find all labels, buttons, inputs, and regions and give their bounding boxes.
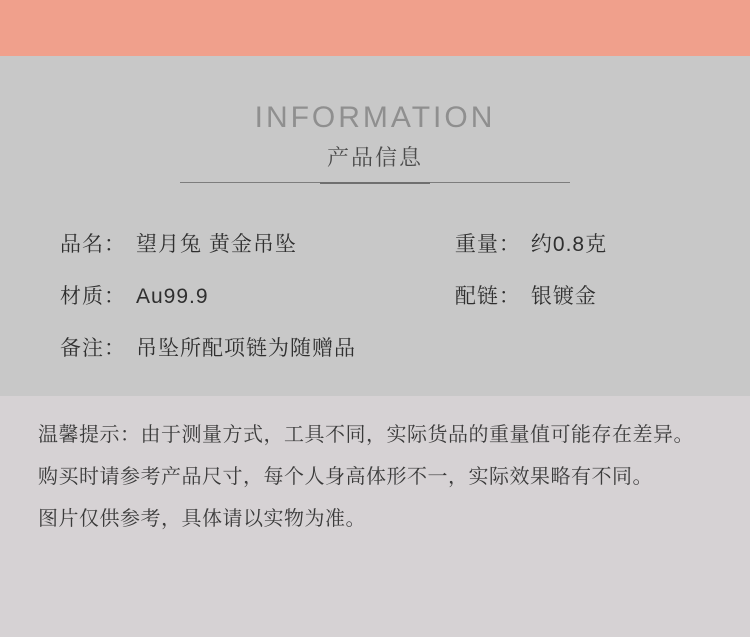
info-value: 银镀金 [530,285,597,308]
info-label: 材质： [60,285,126,308]
product-info-table [0,228,750,384]
top-color-band [0,0,750,56]
info-label: 品名： [60,233,126,256]
table-row [60,280,690,310]
info-value: Au99.9 [136,285,209,308]
info-label: 备注： [60,337,126,360]
heading-divider [0,182,750,183]
divider-accent [320,182,430,184]
notice-line: 温馨提示：由于测量方式，工具不同，实际货品的重量值可能存在差异。 [38,424,694,446]
info-label: 配链： [454,285,521,308]
notice-block [0,396,750,637]
heading-chinese: 产品信息 [326,145,423,170]
info-cell-remark [60,332,455,362]
notice-line: 图片仅供参考，具体请以实物为准。 [38,508,366,530]
info-cell-chain [455,280,690,310]
table-row [60,332,690,362]
info-label: 重量： [454,233,521,256]
info-value: 望月兔 黄金吊坠 [136,233,297,256]
notice-line: 购买时请参考产品尺寸，每个人身高体形不一，实际效果略有不同。 [38,466,653,488]
section-heading [0,100,750,183]
info-value: 约0.8克 [530,233,608,256]
table-row [60,228,690,258]
info-value: 吊坠所配项链为随赠品 [136,337,356,360]
info-cell-name [60,228,455,258]
info-cell-material [60,280,455,310]
heading-english: INFORMATION [254,101,496,134]
info-cell-weight [455,228,690,258]
